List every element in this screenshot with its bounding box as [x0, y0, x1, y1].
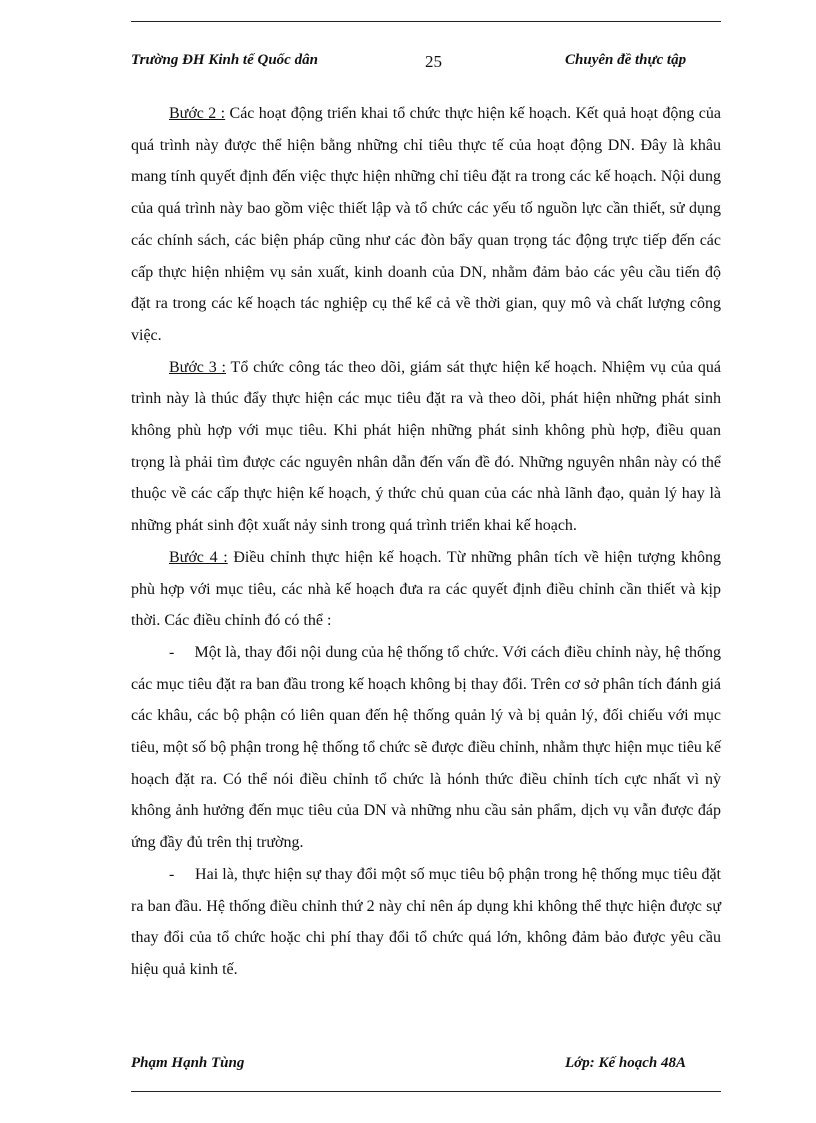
bullet-item-2 — [131, 859, 721, 986]
page-number: 25 — [425, 52, 442, 71]
step-2-text: Các hoạt động triển khai tổ chức thực hiện kế hoạch. Kết quả hoạt động của quá trình này được thể hiện bằng những chỉ tiêu thực tế của hoạt động DN. Đây là khâu mang tính quyết định đến việc thực hiện những chỉ tiêu đặt ra trong các kế hoạch. Nội dung của quá trình này bao gồm việc thiết lập và tổ chức các yếu tố nguồn lực cần thiết, sử dụng các chính sách, các biện pháp cũng như các đòn bẩy quan trọng tác động trực tiếp đến các cấp thực hiện nhiệm vụ sản xuất, kinh doanh của DN, nhằm đảm bảo các yêu cầu tiến độ đặt ra trong các kế hoạch tác nghiệp cụ thể kể cả về thời gian, quy mô và chất lượng công việc. — [131, 105, 721, 344]
step-4-text: Điều chỉnh thực hiện kế hoạch. Từ những phân tích về hiện tượng không phù hợp với mục tiêu, các nhà kế hoạch đưa ra các quyết định điều chỉnh cần thiết và kịp thời. Các điều chỉnh đó có thể : — [131, 548, 721, 630]
document-body — [131, 98, 721, 986]
step-3-text: Tổ chức công tác theo dõi, giám sát thực hiện kế hoạch. Nhiệm vụ của quá trình này là thúc đẩy thực hiện các mục tiêu đặt ra và theo dõi, phát hiện những phát sinh không phù hợp với mục tiêu. Khi phát hiện những phát sinh không phù hợp, điều quan trọng là phải tìm được các nguyên nhân dẫn đến vấn đề đó. Những nguyên nhân này có thể thuộc về các cấp thực hiện kế hoạch, ý thức chủ quan của các nhà lãnh đạo, quản lý hay là những phát sinh đột xuất nảy sinh trong quá trình triển khai kế hoạch. — [131, 358, 721, 535]
header-rule — [131, 21, 721, 22]
footer-class: Lớp: Kế hoạch 48A — [565, 1055, 686, 1071]
footer-rule — [131, 1091, 721, 1092]
header-university: Trường ĐH Kinh tế Quốc dân — [131, 52, 318, 68]
bullet-item-1 — [131, 637, 721, 859]
bullet-dash: - — [169, 865, 175, 883]
paragraph-step-4 — [131, 542, 721, 637]
bullet-dash: - — [169, 643, 175, 661]
paragraph-step-3 — [131, 352, 721, 542]
page-header — [131, 52, 721, 76]
step-2-label: Bước 2 : — [169, 105, 226, 122]
step-4-label: Bước 4 : — [169, 548, 228, 566]
bullet-2-text: Hai là, thực hiện sự thay đổi một số mục tiêu bộ phận trong hệ thống mục tiêu đặt ra ban đầu. Hệ thống điều chỉnh thứ 2 này chỉ nên áp dụng khi không thể thực hiện được sự thay đổi của tổ chức hoặc chi phí thay đổi tổ chức quá lớn, không đảm bảo được yêu cầu hiệu quả kinh tế. — [131, 865, 722, 978]
step-3-label: Bước 3 : — [169, 358, 227, 376]
page-footer — [131, 1055, 721, 1079]
bullet-1-text: Một là, thay đổi nội dung của hệ thống tổ chức. Với cách điều chỉnh này, hệ thống các mục tiêu đặt ra ban đầu trong kế hoạch không bị thay đổi. Trên cơ sở phân tích đánh giá các khâu, các bộ phận có liên quan đến hệ thống quản lý và bị quản lý, đối chiếu với mục tiêu, một số bộ phận trong hệ thống tổ chức sẽ được điều chỉnh, nhằm thực hiện mục tiêu kế hoạch đặt ra. Có thể nói điều chỉnh tổ chức là hónh thức điều chỉnh tích cực nhất vì nỳ không ảnh hưởng đến mục tiêu của DN và những nhu cầu sản phẩm, dịch vụ vẫn được đáp ứng đầy đủ trên thị trường. — [131, 643, 722, 852]
paragraph-step-2 — [131, 98, 721, 352]
header-document-type: Chuyên đề thực tập — [565, 52, 687, 68]
footer-author: Phạm Hạnh Tùng — [131, 1055, 245, 1071]
